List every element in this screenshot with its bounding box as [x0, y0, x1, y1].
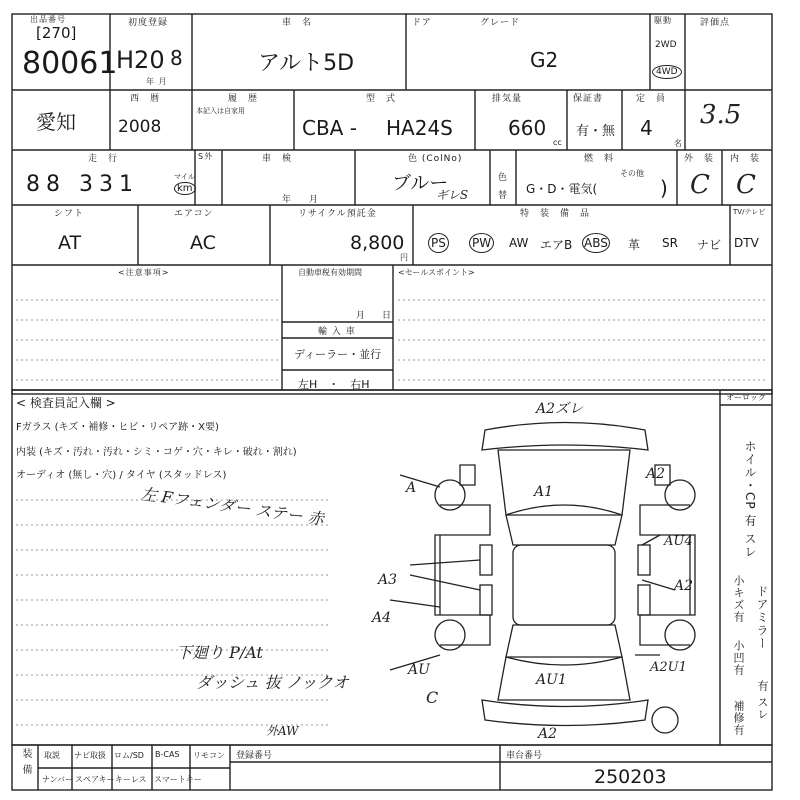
owner-label: 自動車税有効期間: [298, 268, 362, 277]
caution-label: <注意事項>: [118, 268, 170, 277]
equip-navi-manual: ナビ取扱: [74, 751, 106, 760]
drive-4wd: 4WD: [652, 65, 682, 79]
equip-rom: ロム/SD: [114, 751, 144, 760]
interior-label: 内 装: [730, 154, 761, 164]
recycle-label: リサイクル預託金: [298, 209, 377, 219]
shift: AT: [58, 232, 82, 254]
displacement: 660: [508, 116, 547, 140]
equip-dtv: DTV: [734, 236, 759, 250]
lot-number: 80061: [22, 46, 118, 81]
score-label: 評価点: [700, 18, 731, 28]
inspection-label: 車 検: [262, 154, 293, 164]
ac: AC: [190, 232, 216, 254]
equip-abs: ABS: [582, 233, 610, 253]
diagram-mark-4: AU4: [664, 534, 693, 549]
displacement-label: 排気量: [492, 94, 523, 104]
fuel-other: その他: [620, 169, 644, 178]
type-prefix: CBA -: [302, 116, 357, 140]
exterior-label: 外 装: [684, 154, 715, 164]
color-label: 色 (ColNo): [408, 154, 463, 164]
first-reg-era: H20: [116, 46, 165, 74]
recycle: 8,800: [350, 232, 405, 254]
recycle-unit: 円: [400, 253, 408, 262]
fuel-close-paren: ): [660, 176, 668, 200]
model-label: 車 名: [282, 18, 313, 28]
diagram-mark-9: AU1: [536, 672, 567, 688]
side-door-mirror: ドアミラー: [755, 585, 769, 650]
diagram-mark-6: A2: [674, 578, 694, 594]
reg-label: 登録番号: [236, 751, 273, 761]
door-label: ドア: [412, 18, 432, 28]
side-small-dent: 小凹有: [732, 640, 745, 676]
chassis-label: 車台番号: [506, 751, 543, 761]
fuel-label: 燃 料: [584, 154, 615, 164]
color: ブルー: [392, 172, 449, 194]
equip-smart-key: スマートキー: [154, 775, 202, 784]
steering: 左H ・ 右H: [298, 378, 370, 391]
sales-label: <セールスポイント>: [398, 268, 475, 277]
drive-2wd: 2WD: [655, 40, 677, 50]
type-label: 型 式: [366, 94, 397, 104]
lock-label: オーロック: [726, 393, 766, 402]
dealer-parallel: ディーラー・並行: [294, 348, 382, 361]
history-sub: 本記入は自家用: [196, 107, 245, 115]
capacity-label: 定 員: [636, 94, 667, 104]
side-scuff: 有 スレ: [756, 680, 769, 721]
diagram-mark-1: A: [406, 480, 417, 496]
score-value: 3.5: [700, 100, 742, 130]
drive-label: 駆動: [654, 16, 672, 25]
diagram-mark-5: A3: [378, 572, 398, 588]
equip-navi: ナビ: [697, 238, 722, 252]
diagram-mark-12: 外AW: [266, 724, 299, 738]
equip-plate: ナンバー: [42, 775, 74, 784]
color-note: ギレS: [436, 188, 469, 202]
inspector-hand-note-1: 左 Fフェンダー ステー 赤: [139, 484, 325, 529]
inspector-hand-c: C: [426, 688, 439, 707]
equip-aw: AW: [509, 236, 529, 250]
equip-keyless: キーレス: [115, 775, 147, 784]
inspector-interior: 内装 (キズ・汚れ・汚れ・シミ・コゲ・穴・キレ・破れ・割れ): [16, 447, 297, 458]
color-side-b: 替: [498, 191, 508, 201]
lot-code: [270]: [36, 24, 77, 42]
inspection-unit: 年 月: [282, 195, 319, 205]
warranty: 有・無: [576, 124, 616, 139]
equipment-label: 特 装 備 品: [520, 209, 591, 219]
diagram-mark-3: A2: [646, 466, 666, 482]
exterior: C: [690, 170, 710, 200]
side-wheel-text: ホイル・CP 有 スレ: [743, 440, 757, 559]
cc-unit: cc: [553, 138, 562, 147]
diagram-mark-10: A2U1: [650, 660, 687, 675]
year-month-unit: 年 月: [146, 77, 168, 86]
side-small-scratch: 小キズ有: [732, 575, 745, 623]
capacity: 4: [640, 116, 653, 140]
diagram-mark-8: AU: [408, 662, 430, 678]
grade-value: G2: [530, 48, 559, 72]
owner-month: 月: [356, 311, 366, 321]
inspector-hand-note-3: ダッシュ 抜 ノックオ: [196, 673, 349, 692]
mileage-unit: km: [174, 182, 196, 195]
equip-ps: PS: [428, 233, 449, 253]
western-year: 2008: [118, 117, 162, 137]
inspector-audio: オーディオ (無し・穴) / タイヤ (スタッドレス): [16, 470, 227, 481]
diagram-mark-0: A2ズレ: [536, 401, 584, 417]
mileage: 88 331: [26, 172, 139, 197]
equip-airbag: エアB: [540, 238, 573, 252]
owner-day: 日: [382, 311, 392, 321]
side-repaired: 補修有: [732, 700, 745, 736]
chassis-number: 250203: [594, 766, 667, 788]
first-reg-month: 8: [170, 46, 183, 70]
equip-leather: 革: [628, 238, 641, 252]
interior: C: [736, 170, 756, 200]
shift-label: シフト: [54, 209, 85, 219]
inspector-title: < 検査員記入欄 >: [16, 396, 116, 410]
import-label: 輸 入 車: [318, 327, 356, 337]
equip-spare-key: スペアキー: [75, 775, 115, 784]
model-name: アルト5D: [258, 51, 355, 76]
equip-sr: SR: [662, 236, 678, 250]
diagram-mark-2: A1: [534, 484, 554, 500]
equipped-label: 装備: [20, 748, 31, 780]
color-side-a: 色: [498, 173, 508, 183]
rev-label: S外: [198, 152, 214, 161]
type-code: HA24S: [386, 116, 453, 140]
lot-label: 出品番号: [30, 15, 66, 24]
inspector-hand-note-2: 下廻り P/At: [176, 643, 263, 662]
diagram-mark-11: A2: [538, 726, 558, 742]
warranty-label: 保証書: [573, 94, 604, 104]
mileage-label: 走 行: [88, 154, 119, 164]
equip-remote: リモコン: [193, 751, 225, 760]
equip-pw: PW: [469, 233, 494, 253]
diagram-mark-7: A4: [372, 610, 392, 626]
region: 愛知: [36, 110, 76, 134]
grade-label: グレード: [480, 18, 521, 28]
inspector-glass: Fガラス (キズ・補修・ヒビ・リペア跡・X要): [16, 422, 219, 433]
mileage-unit-top: マイル: [174, 173, 195, 181]
first-reg-label: 初度登録: [128, 18, 169, 28]
western-year-label: 西 暦: [130, 94, 161, 104]
equip-manual: 取説: [44, 751, 60, 760]
fuel: G・D・電気(: [526, 182, 598, 196]
car-diagram: [330, 395, 720, 740]
ac-label: エアコン: [174, 209, 214, 219]
capacity-unit: 名: [674, 139, 682, 148]
history-label: 履 歴: [228, 94, 259, 104]
tv-label: TV/テレビ: [733, 208, 766, 216]
equip-bcas: B-CAS: [155, 750, 180, 759]
